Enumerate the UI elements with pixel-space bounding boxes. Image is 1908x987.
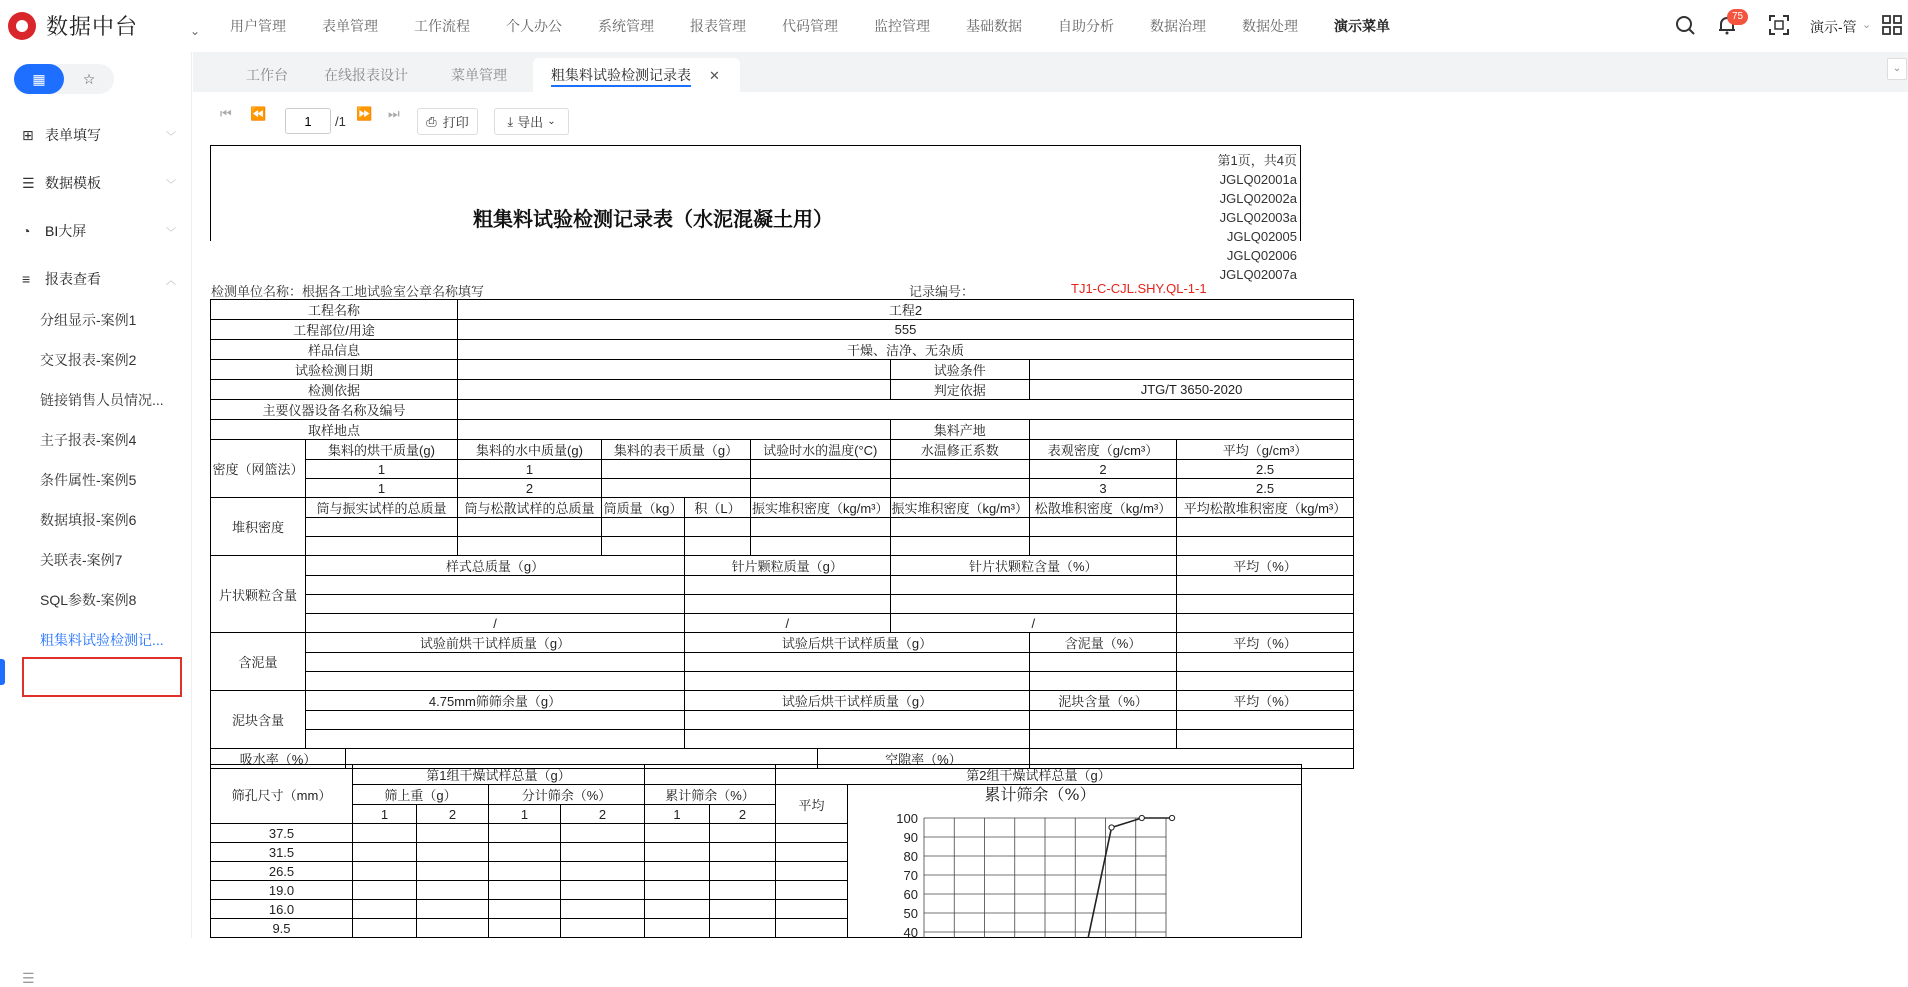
download-icon: ⤓ (507, 113, 514, 129)
sidebar-group-label: 数据模板 (45, 175, 101, 191)
prev-page-icon[interactable]: ⏪ (250, 106, 267, 121)
data-point (1169, 815, 1174, 820)
cell: 振实堆积密度（kg/m³） (890, 498, 1030, 518)
cell[interactable] (751, 460, 891, 479)
active-indicator (0, 659, 5, 685)
sidebar (0, 52, 192, 986)
data-point (1139, 815, 1144, 820)
cell: 筒与振实试样的总质量 (306, 498, 458, 518)
tab-menu-management[interactable]: 菜单管理 (451, 67, 507, 83)
cell: 水温修正系数 (890, 440, 1030, 460)
cell[interactable] (1030, 360, 1354, 380)
pie-chart-icon: ◔ (22, 223, 31, 239)
sidebar-group-data-template[interactable] (0, 163, 192, 203)
tab-online-report-design[interactable]: 在线报表设计 (324, 67, 408, 83)
sidebar-item-group-display[interactable]: 分组显示-案例1 (40, 312, 137, 328)
data-point (1109, 825, 1114, 830)
cell: 平均（%） (1177, 691, 1354, 711)
cell[interactable] (602, 479, 751, 498)
highlight-box (22, 657, 182, 697)
nav-personal-office[interactable]: 个人办公 (506, 18, 562, 34)
cell: 第2组干燥试样总量（g） (776, 765, 1302, 785)
cell[interactable] (458, 380, 891, 400)
cell: 含泥量 (211, 633, 306, 691)
form-code: JGLQ02003a (1219, 210, 1297, 225)
y-tick-label: 50 (903, 906, 918, 921)
chevron-down-icon[interactable]: ⌄ (190, 24, 201, 38)
sidebar-view-switch (14, 64, 114, 94)
cell: 片状颗粒含量 (211, 556, 306, 633)
nav-user-management[interactable]: 用户管理 (230, 18, 286, 34)
page-input[interactable] (285, 108, 331, 134)
cell: 筛上重（g） (353, 785, 489, 805)
star-icon[interactable]: ☆ (82, 70, 96, 87)
chevron-up-icon: ︿ (166, 275, 176, 287)
table-icon: ⊞ (22, 126, 34, 143)
report-paper (193, 140, 1908, 938)
print-label: 打印 (442, 115, 469, 130)
y-tick-label: 60 (903, 887, 918, 902)
top-nav (212, 0, 1408, 52)
report-title: 粗集料试验检测记录表（水泥混凝土用） (473, 207, 833, 231)
cell: 37.5 (211, 824, 353, 843)
cell: 分计筛余（%） (489, 785, 645, 805)
cell: 堆积密度 (211, 498, 306, 556)
nav-demo-menu[interactable]: 演示菜单 (1334, 18, 1390, 34)
cell: 筒质量（kg） (602, 498, 685, 518)
nav-basic-data[interactable]: 基础数据 (966, 18, 1022, 34)
cell: 振实堆积密度（kg/m³） (751, 498, 891, 518)
cell: 含泥量（%） (1030, 633, 1177, 653)
cell: 1 (489, 805, 561, 824)
cell: 2 (417, 805, 489, 824)
cell: 试验条件 (890, 360, 1030, 380)
cell: 平均（%） (1177, 633, 1354, 653)
cell: 平均 (776, 785, 848, 824)
tab-bar (193, 52, 1908, 92)
close-icon[interactable]: ✕ (709, 68, 720, 83)
cell: 试验时水的温度(°C) (751, 440, 891, 460)
form-codes (1203, 170, 1297, 284)
cell: 1 (645, 805, 710, 824)
cell: JTG/T 3650-2020 (1030, 380, 1354, 400)
first-page-icon[interactable]: ⏮ (220, 106, 232, 121)
cell: 2 (561, 805, 645, 824)
printer-icon: ⎙ (426, 113, 437, 129)
cell[interactable] (890, 460, 1030, 479)
report-toolbar (193, 92, 1908, 140)
y-tick-label: 90 (903, 830, 918, 845)
export-button[interactable] (494, 108, 569, 135)
cell: 26.5 (211, 862, 353, 881)
chevron-down-icon: ﹀ (166, 179, 176, 191)
cell: 样品信息 (211, 340, 458, 360)
cell: 平均（g/cm³） (1177, 440, 1354, 460)
nav-form-management[interactable]: 表单管理 (322, 18, 378, 34)
cell: 2 (458, 479, 602, 498)
cell: 主要仪器设备名称及编号 (211, 400, 458, 420)
nav-self-analysis[interactable]: 自助分析 (1058, 18, 1114, 34)
sidebar-group-report-view[interactable] (0, 259, 192, 299)
sidebar-group-label: BI大屏 (45, 223, 87, 239)
cell: 密度（网篮法） (211, 440, 306, 498)
nav-workflow[interactable]: 工作流程 (414, 18, 470, 34)
form-code: JGLQ02002a (1219, 191, 1297, 206)
cell: 集料产地 (890, 420, 1030, 440)
cell: 泥块含量（%） (1030, 691, 1177, 711)
cell: 干燥、洁净、无杂质 (458, 340, 1354, 360)
cell: / (685, 614, 891, 633)
top-bar (0, 0, 1908, 52)
cell: 16.0 (211, 900, 353, 919)
cell: 试验后烘干试样质量（g） (685, 633, 1030, 653)
cell: 泥块含量 (211, 691, 306, 749)
sidebar-item-data-fill[interactable]: 数据填报-案例6 (40, 512, 137, 528)
cell: 筛孔尺寸（mm） (211, 765, 353, 824)
nav-monitor-management[interactable]: 监控管理 (874, 18, 930, 34)
nav-report-management[interactable]: 报表管理 (690, 18, 746, 34)
cell: 工程名称 (211, 300, 458, 320)
page-info: 第1页，共4页 (1217, 153, 1297, 168)
cell: 试验前烘干试样质量（g） (306, 633, 685, 653)
cell: 1 (306, 460, 458, 479)
cell: 表观密度（g/cm³） (1030, 440, 1177, 460)
cell: 平均松散堆积密度（kg/m³） (1177, 498, 1354, 518)
cell: / (306, 614, 685, 633)
last-page-icon[interactable]: ⏭ (388, 106, 400, 121)
sidebar-group-form-fill[interactable] (0, 115, 192, 155)
record-no: TJ1-C-CJL.SHY.QL-1-1 (1071, 281, 1207, 296)
cell: 3 (1030, 479, 1177, 498)
grid-view-icon[interactable]: ▦ (14, 64, 64, 94)
nav-system-management[interactable]: 系统管理 (598, 18, 654, 34)
form-code: JGLQ02006 (1226, 248, 1297, 263)
sidebar-item-cross-report[interactable]: 交叉报表-案例2 (40, 352, 137, 368)
cell: 集料的烘干质量(g) (306, 440, 458, 460)
cell: 取样地点 (211, 420, 458, 440)
tab-aggregate-test-record[interactable] (533, 58, 740, 92)
cell: 19.0 (211, 881, 353, 900)
sidebar-item-link-sales[interactable]: 链接销售人员情况... (40, 392, 164, 408)
cell: 1 (353, 805, 417, 824)
notification-badge: 75 (1727, 9, 1748, 25)
cell: 1 (306, 479, 458, 498)
chevron-down-icon: ﹀ (166, 227, 176, 239)
cell[interactable] (458, 400, 1354, 420)
tabs-more-button[interactable]: ⌄ (1887, 58, 1907, 80)
cell[interactable] (890, 479, 1030, 498)
cell: 2.5 (1177, 479, 1354, 498)
cell: 空隙率（%） (817, 749, 1029, 769)
cell: 检测依据 (211, 380, 458, 400)
cumulative-sieve-chart (848, 780, 1301, 938)
content-area (193, 92, 1908, 938)
tab-workbench[interactable]: 工作台 (246, 67, 288, 83)
fullscreen-icon[interactable] (1768, 14, 1790, 36)
cell: 积（L） (685, 498, 751, 518)
cell: 集料的水中质量(g) (458, 440, 602, 460)
cell[interactable] (1030, 420, 1354, 440)
form-code: JGLQ02005 (1226, 229, 1297, 244)
cell: 筒与松散试样的总质量 (458, 498, 602, 518)
cell[interactable] (751, 479, 891, 498)
sidebar-item-condition-attr[interactable]: 条件属性-案例5 (40, 472, 137, 488)
sidebar-group-bi-screen[interactable] (0, 211, 192, 251)
cell: 9.5 (211, 919, 353, 938)
cell: 试验后烘干试样质量（g） (685, 691, 1030, 711)
cell: 工程2 (458, 300, 1354, 320)
y-tick-label: 40 (903, 925, 918, 940)
cell: 2 (710, 805, 776, 824)
y-tick-label: 80 (903, 849, 918, 864)
cell: 2.5 (1177, 460, 1354, 479)
cell: 试验检测日期 (211, 360, 458, 380)
report-table (210, 299, 1354, 769)
unit-label: 检测单位名称：根据各工地试验室公章名称填写 (211, 284, 485, 299)
y-tick-label: 100 (896, 811, 918, 826)
print-button[interactable] (417, 108, 478, 135)
sidebar-item-relation-table[interactable]: 关联表-案例7 (40, 552, 123, 568)
record-no-label: 记录编号： (909, 284, 975, 299)
cell: 集料的表干质量（g） (602, 440, 751, 460)
list-icon: ☰ (22, 174, 35, 191)
series-line (924, 818, 1172, 938)
logo-icon (8, 12, 36, 40)
search-icon[interactable] (1674, 14, 1696, 36)
user-name[interactable]: 演示-管 (1810, 19, 1857, 35)
cell: 第1组干燥试样总量（g） (353, 765, 645, 785)
sidebar-group-label: 报表查看 (45, 271, 101, 287)
chart-title: 累计筛余（%） (984, 785, 1096, 804)
cell: 1 (458, 460, 602, 479)
cell: 松散堆积密度（kg/m³） (1030, 498, 1177, 518)
app-title: 数据中台 (46, 14, 139, 39)
chevron-down-icon: ﹀ (166, 131, 176, 143)
chevron-down-icon[interactable]: ⌄ (1862, 19, 1872, 31)
next-page-icon[interactable]: ⏩ (356, 106, 373, 121)
cell[interactable] (458, 420, 891, 440)
form-code: JGLQ02007a (1219, 267, 1297, 282)
sidebar-item-aggregate-test[interactable] (0, 620, 192, 660)
cell: 吸水率（%） (211, 749, 346, 769)
sidebar-group-label: 表单填写 (45, 127, 101, 143)
cell: 判定依据 (890, 380, 1030, 400)
cell: 31.5 (211, 843, 353, 862)
cell: 2 (1030, 460, 1177, 479)
sidebar-item-label: 粗集料试验检测记... (40, 632, 164, 648)
cell: 样式总质量（g） (306, 556, 685, 576)
tab-label: 粗集料试验检测记录表 (551, 67, 691, 87)
cell: 平均（%） (1177, 556, 1354, 576)
sidebar-item-sql-param[interactable]: SQL参数-案例8 (40, 592, 137, 608)
cell: 555 (458, 320, 1354, 340)
cell[interactable] (458, 360, 891, 380)
cell[interactable] (602, 460, 751, 479)
cell: / (890, 614, 1177, 633)
export-label: 导出 (517, 115, 544, 130)
form-code: JGLQ02001a (1219, 172, 1297, 187)
nav-data-governance[interactable]: 数据治理 (1150, 18, 1206, 34)
menu-icon: ≡ (22, 271, 31, 287)
sidebar-item-master-detail[interactable]: 主子报表-案例4 (40, 432, 137, 448)
cell: 4.75mm筛筛余量（g） (306, 691, 685, 711)
collapse-sidebar-icon[interactable]: ☰ (22, 970, 35, 986)
cell: 工程部位/用途 (211, 320, 458, 340)
cell: 针片状颗粒含量（%） (890, 556, 1177, 576)
cell[interactable] (645, 765, 776, 785)
page-total: /1 (335, 114, 346, 129)
nav-code-management[interactable]: 代码管理 (782, 18, 838, 34)
cell: 针片颗粒质量（g） (685, 556, 891, 576)
y-tick-label: 70 (903, 868, 918, 883)
chevron-down-icon: ⌄ (547, 116, 556, 127)
cell: 累计筛余（%） (645, 785, 776, 805)
nav-data-processing[interactable]: 数据处理 (1242, 18, 1298, 34)
apps-grid-icon[interactable] (1882, 15, 1902, 35)
